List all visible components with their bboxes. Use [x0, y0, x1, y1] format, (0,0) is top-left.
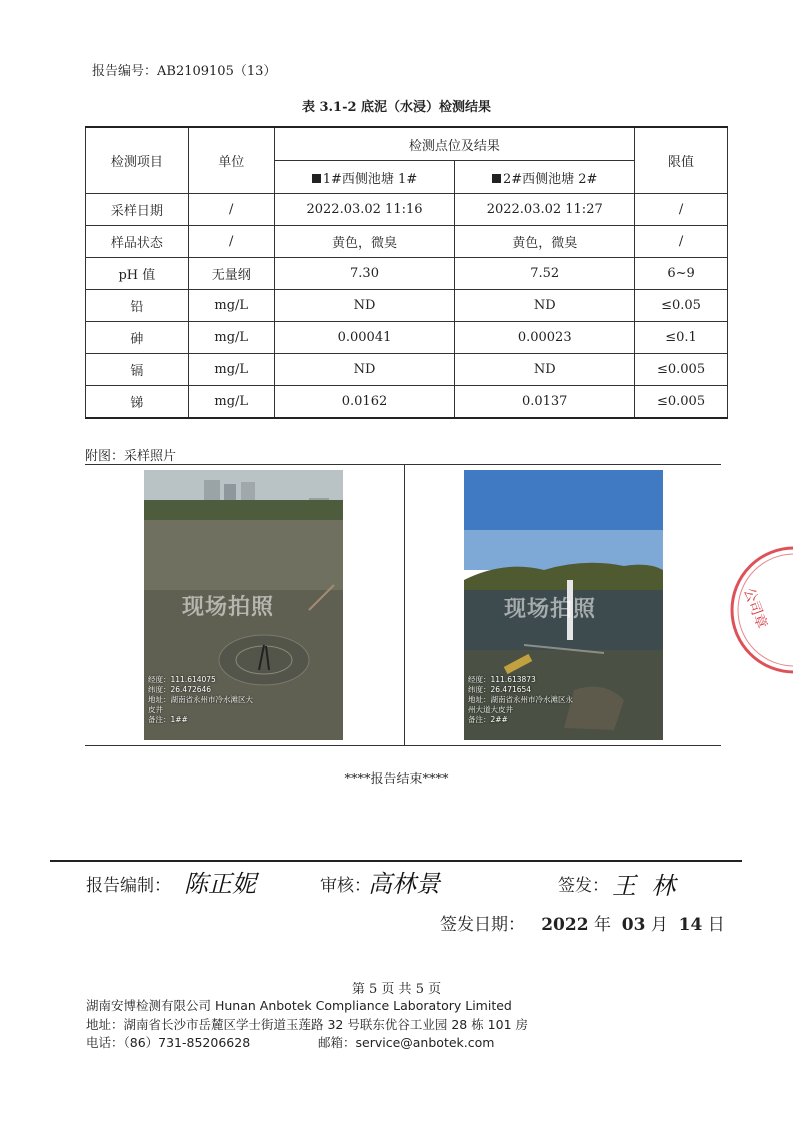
results-table: [85, 126, 728, 419]
report-number: 报告编号：AB2109105（13）: [92, 64, 277, 79]
square-marker-icon: [492, 174, 501, 183]
cell-p2: 0.00023: [455, 322, 635, 354]
footer-email: 邮箱：service@anbotek.com: [318, 1035, 495, 1050]
cell-p2: 2022.03.02 11:27: [455, 194, 635, 226]
table-row: [86, 226, 728, 258]
cell-limit: 6~9: [635, 258, 728, 290]
page-number: 第 5 页 共 5 页: [351, 982, 442, 997]
cell-unit: /: [188, 226, 274, 258]
compiler-label: 报告编制：: [86, 876, 171, 896]
photo-caption: 经度：111.613873 纬度：26.471654 地址：湖南省永州市冷水滩区永 州大道大皮井 备注：2##: [468, 675, 573, 724]
header-limit: 限值: [635, 127, 728, 194]
cell-p2: 0.0137: [455, 386, 635, 419]
cell-p2: ND: [455, 290, 635, 322]
cell-item: 采样日期: [86, 194, 189, 226]
cell-p2: ND: [455, 354, 635, 386]
cell-limit: ≤0.05: [635, 290, 728, 322]
cell-limit: ≤0.1: [635, 322, 728, 354]
report-end: ****报告结束****: [344, 772, 449, 787]
table-row: [86, 386, 728, 419]
photo-caption: 经度：111.614075 纬度：26.472646 地址：湖南省永州市冷水滩区大 皮井 备注：1##: [148, 675, 253, 724]
table-row: [86, 194, 728, 226]
photo-divider: [404, 464, 405, 745]
table-row: [86, 258, 728, 290]
stamp-text: 公司章: [740, 585, 770, 631]
cell-limit: ≤0.005: [635, 386, 728, 419]
table-row: [86, 290, 728, 322]
sample-photo-1: [144, 470, 343, 740]
footer-phone: 电话：（86）731-85206628: [86, 1035, 251, 1050]
footer-address: 地址：湖南省长沙市岳麓区学士街道玉莲路 32 号联东优谷工业园 28 栋 101 房: [86, 1017, 529, 1032]
cell-item: 样品状态: [86, 226, 189, 258]
header-item: 检测项目: [86, 127, 189, 194]
cell-limit: /: [635, 194, 728, 226]
reviewer-label: 审核：: [320, 876, 371, 896]
cell-p1: ND: [274, 354, 455, 386]
header-points: 检测点位及结果: [274, 127, 634, 161]
cell-p1: ND: [274, 290, 455, 322]
cell-p1: 0.00041: [274, 322, 455, 354]
reviewer-signature: 高林景: [368, 870, 440, 898]
cell-unit: /: [188, 194, 274, 226]
cell-item: 铅: [86, 290, 189, 322]
cell-unit: 无量纲: [188, 258, 274, 290]
footer-company: 湖南安博检测有限公司 Hunan Anbotek Compliance Laboratory Limited: [86, 998, 512, 1013]
cell-item: 锑: [86, 386, 189, 419]
sample-photo-2: [464, 470, 663, 740]
square-marker-icon: [312, 174, 321, 183]
cell-item: 砷: [86, 322, 189, 354]
issue-date: 签发日期： 2022 年 03 月 14 日: [440, 915, 725, 935]
appendix-label: 附图：采样照片: [85, 449, 177, 464]
table-row: [86, 354, 728, 386]
cell-p1: 7.30: [274, 258, 455, 290]
table-row: [86, 322, 728, 354]
issuer-signature: 王 林: [612, 872, 676, 900]
cell-item: 镉: [86, 354, 189, 386]
cell-limit: ≤0.005: [635, 354, 728, 386]
cell-unit: mg/L: [188, 290, 274, 322]
cell-p1: 黄色，微臭: [274, 226, 455, 258]
cell-p1: 2022.03.02 11:16: [274, 194, 455, 226]
cell-limit: /: [635, 226, 728, 258]
header-point-1: 1#西侧池塘 1#: [274, 161, 455, 194]
header-point-2: 2#西侧池塘 2#: [455, 161, 635, 194]
cell-p2: 黄色，微臭: [455, 226, 635, 258]
issuer-label: 签发：: [558, 876, 609, 896]
cell-p1: 0.0162: [274, 386, 455, 419]
cell-item: pH 值: [86, 258, 189, 290]
watermark: 现场拍照: [504, 597, 597, 622]
cell-unit: mg/L: [188, 386, 274, 419]
cell-p2: 7.52: [455, 258, 635, 290]
table-title: 表 3.1-2 底泥（水浸）检测结果: [301, 100, 492, 115]
company-stamp: [722, 540, 793, 690]
signature-rule: [50, 860, 742, 862]
cell-unit: mg/L: [188, 354, 274, 386]
cell-unit: mg/L: [188, 322, 274, 354]
compiler-signature: 陈正妮: [184, 870, 256, 898]
header-unit: 单位: [188, 127, 274, 194]
watermark: 现场拍照: [182, 595, 275, 620]
